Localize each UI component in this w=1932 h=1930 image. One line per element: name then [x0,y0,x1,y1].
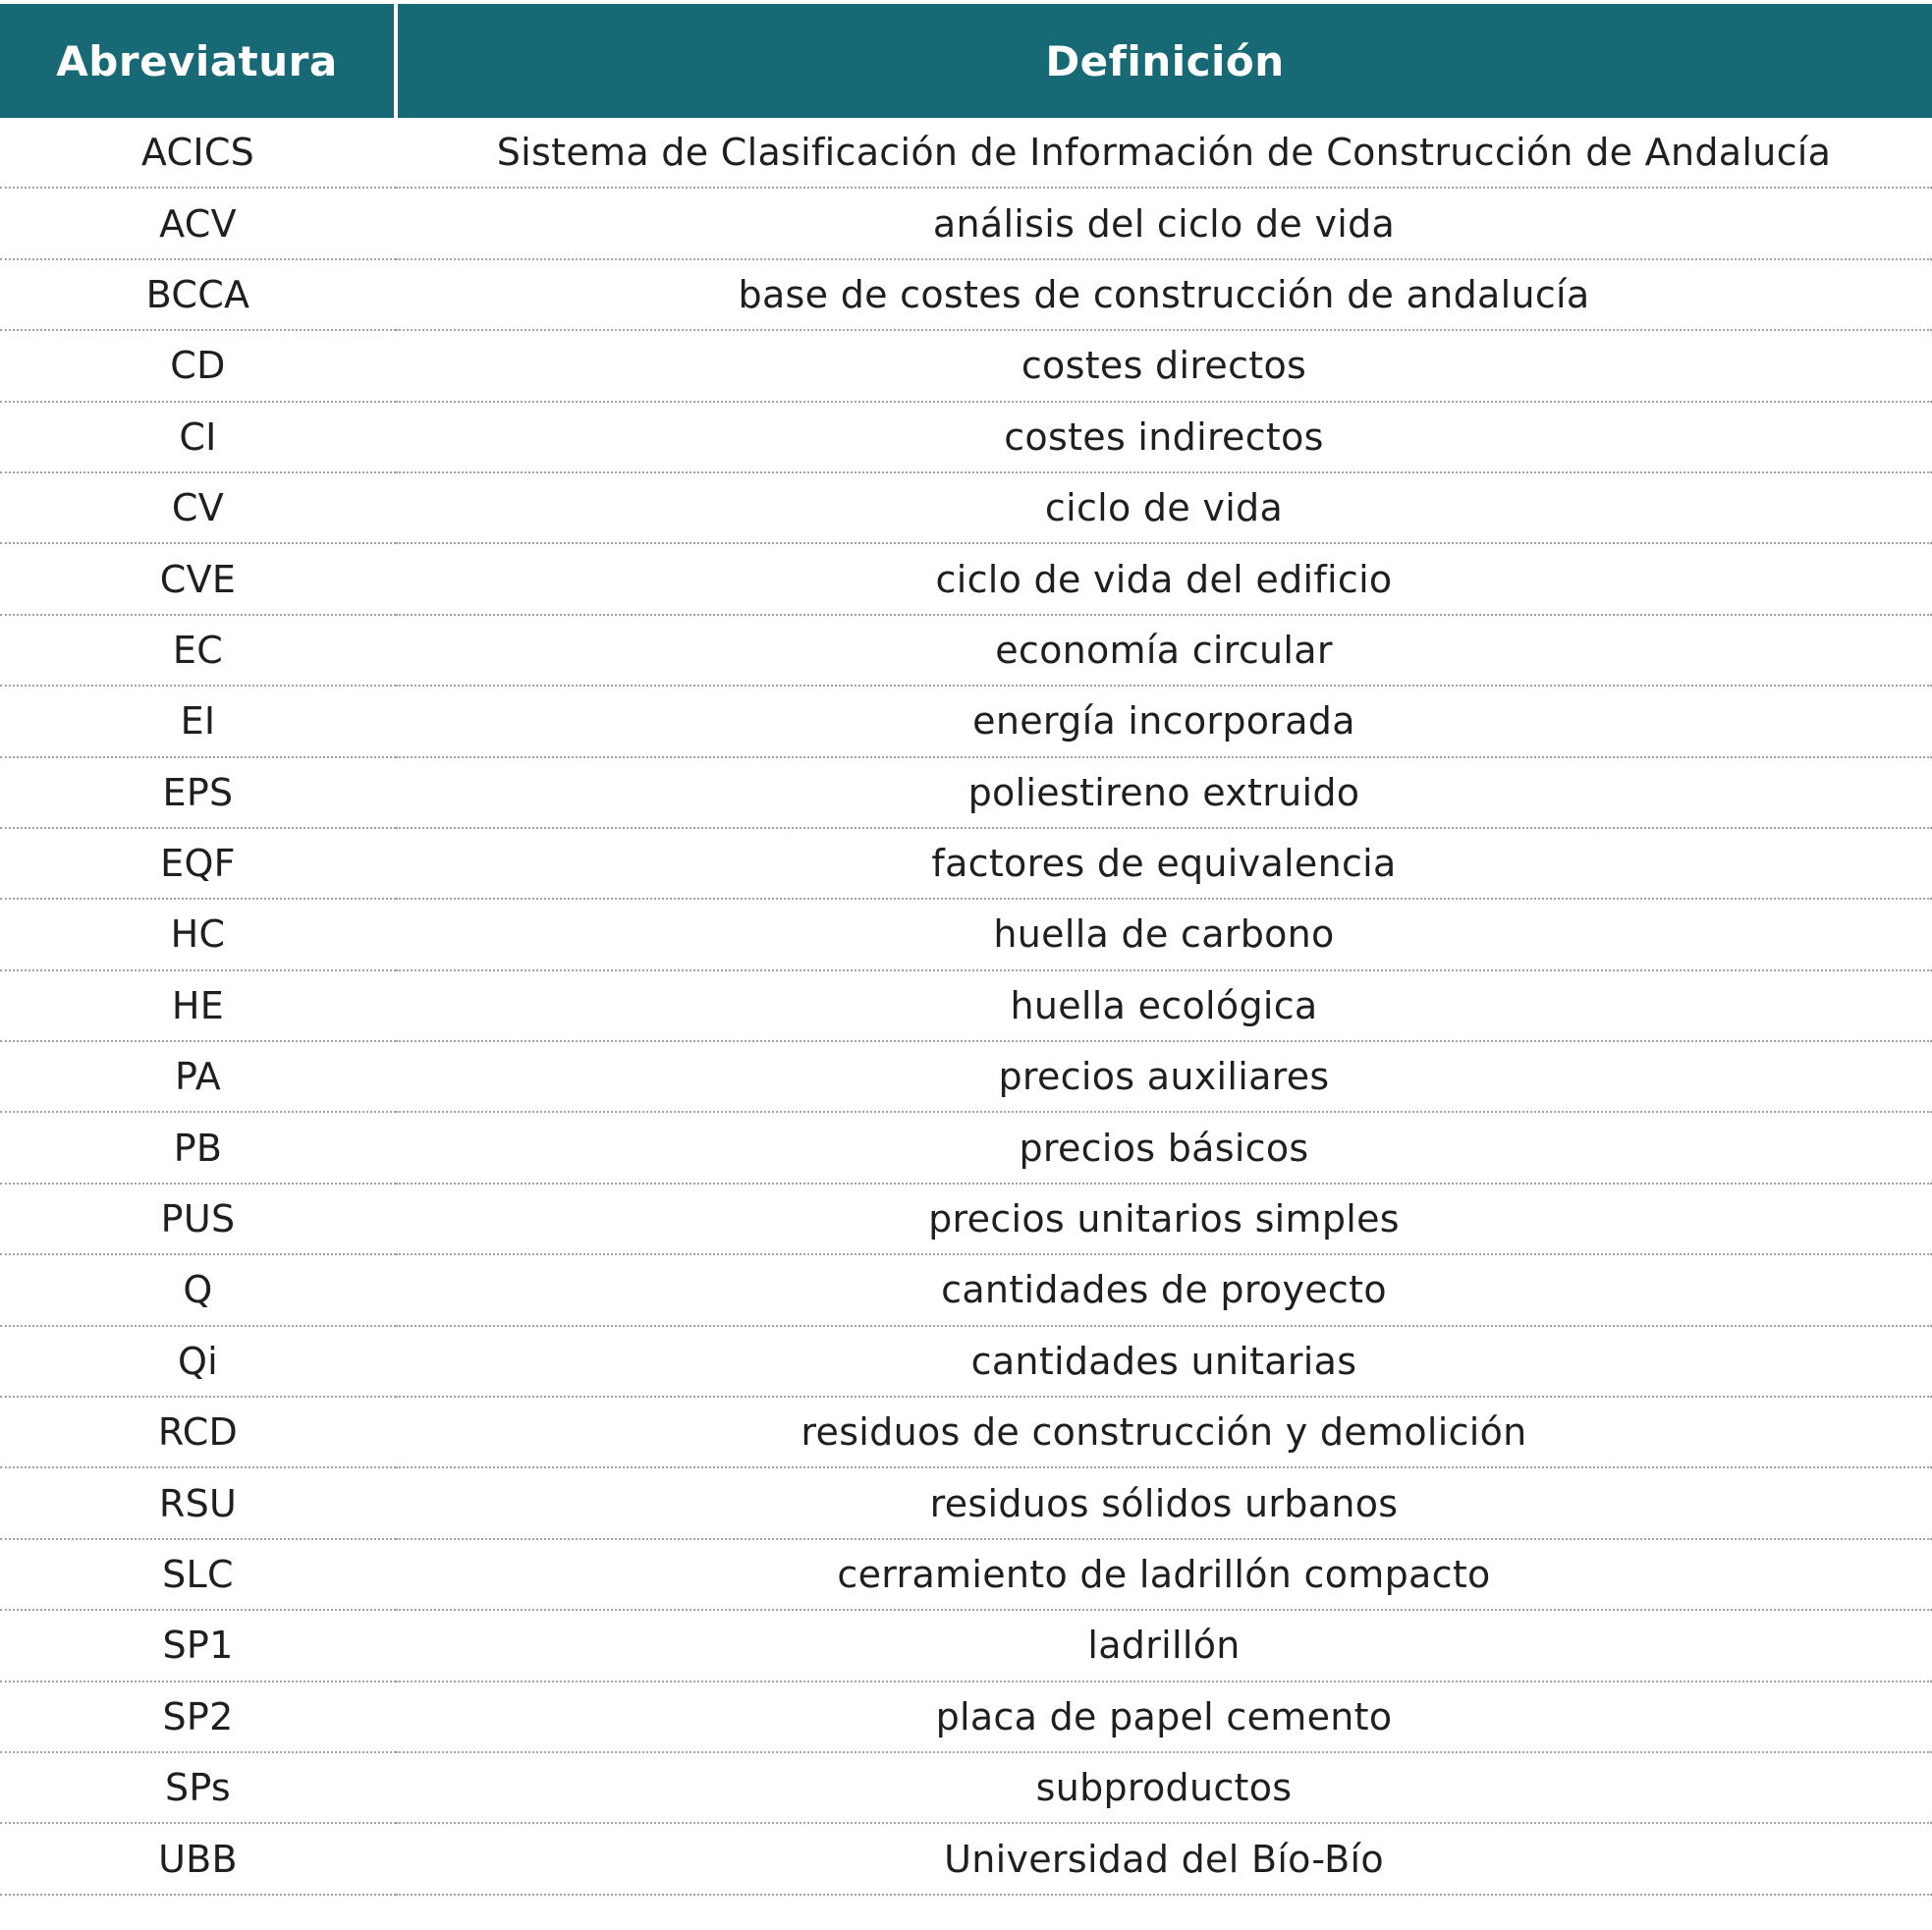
table-row [0,402,1932,472]
definition-cell: cerramiento de ladrillón compacto [396,1539,1932,1610]
table-row [0,543,1932,614]
table-header [0,4,1932,118]
abbreviations-table [0,4,1932,1896]
definition-cell: residuos sólidos urbanos [396,1467,1932,1538]
definition-cell: ciclo de vida [396,472,1932,543]
abbreviation-cell: RCD [0,1397,396,1467]
table-row [0,1752,1932,1823]
table-row [0,899,1932,969]
table-row [0,259,1932,330]
definition-cell: poliestireno extruido [396,757,1932,828]
definition-cell: energía incorporada [396,686,1932,756]
definition-cell: precios auxiliares [396,1041,1932,1112]
table-row [0,686,1932,756]
table-row [0,1682,1932,1752]
table-row [0,1041,1932,1112]
definition-cell: residuos de construcción y demolición [396,1397,1932,1467]
abbreviation-cell: EQF [0,828,396,899]
header-row [0,4,1932,118]
abbreviation-cell: SP1 [0,1610,396,1681]
table-row [0,1467,1932,1538]
abbreviation-cell: HC [0,899,396,969]
abbreviation-cell: PB [0,1112,396,1183]
abbreviation-cell: SPs [0,1752,396,1823]
abbreviation-cell: SLC [0,1539,396,1610]
abbreviation-cell: UBB [0,1823,396,1894]
definition-cell: cantidades unitarias [396,1326,1932,1397]
abbreviation-cell: ACV [0,188,396,258]
table-row [0,828,1932,899]
table-row [0,1823,1932,1894]
header-definition: Definición [396,4,1932,118]
header-abbreviation: Abreviatura [0,4,396,118]
table-row [0,1184,1932,1254]
table-body [0,118,1932,1895]
abbreviation-cell: EI [0,686,396,756]
abbreviation-cell: CI [0,402,396,472]
definition-cell: costes directos [396,330,1932,401]
definition-cell: economía circular [396,615,1932,686]
abbreviation-cell: ACICS [0,118,396,188]
definition-cell: precios unitarios simples [396,1184,1932,1254]
definition-cell: huella ecológica [396,970,1932,1041]
abbreviation-cell: CVE [0,543,396,614]
abbreviation-cell: HE [0,970,396,1041]
table-row [0,615,1932,686]
table-row [0,472,1932,543]
definition-cell: Universidad del Bío-Bío [396,1823,1932,1894]
table-row [0,1112,1932,1183]
abbreviation-cell: PUS [0,1184,396,1254]
abbreviation-cell: Qi [0,1326,396,1397]
definition-cell: placa de papel cemento [396,1682,1932,1752]
abbreviation-cell: RSU [0,1467,396,1538]
table-row [0,330,1932,401]
abbreviation-cell: EPS [0,757,396,828]
definition-cell: precios básicos [396,1112,1932,1183]
abbreviation-cell: PA [0,1041,396,1112]
abbreviation-cell: Q [0,1254,396,1325]
definition-cell: ladrillón [396,1610,1932,1681]
definition-cell: cantidades de proyecto [396,1254,1932,1325]
definition-cell: huella de carbono [396,899,1932,969]
abbreviation-cell: SP2 [0,1682,396,1752]
definition-cell: factores de equivalencia [396,828,1932,899]
table-row [0,757,1932,828]
definition-cell: subproductos [396,1752,1932,1823]
table-row [0,1254,1932,1325]
definition-cell: Sistema de Clasificación de Información de Construcción de Andalucía [396,118,1932,188]
table-row [0,970,1932,1041]
definition-cell: base de costes de construcción de andalucía [396,259,1932,330]
abbreviation-cell: EC [0,615,396,686]
definition-cell: ciclo de vida del edificio [396,543,1932,614]
definition-cell: análisis del ciclo de vida [396,188,1932,258]
abbreviation-cell: CD [0,330,396,401]
table-row [0,1610,1932,1681]
definition-cell: costes indirectos [396,402,1932,472]
table-row [0,188,1932,258]
abbreviation-cell: CV [0,472,396,543]
table-row [0,1539,1932,1610]
table-row [0,118,1932,188]
table-row [0,1326,1932,1397]
table-row [0,1397,1932,1467]
abbreviation-cell: BCCA [0,259,396,330]
